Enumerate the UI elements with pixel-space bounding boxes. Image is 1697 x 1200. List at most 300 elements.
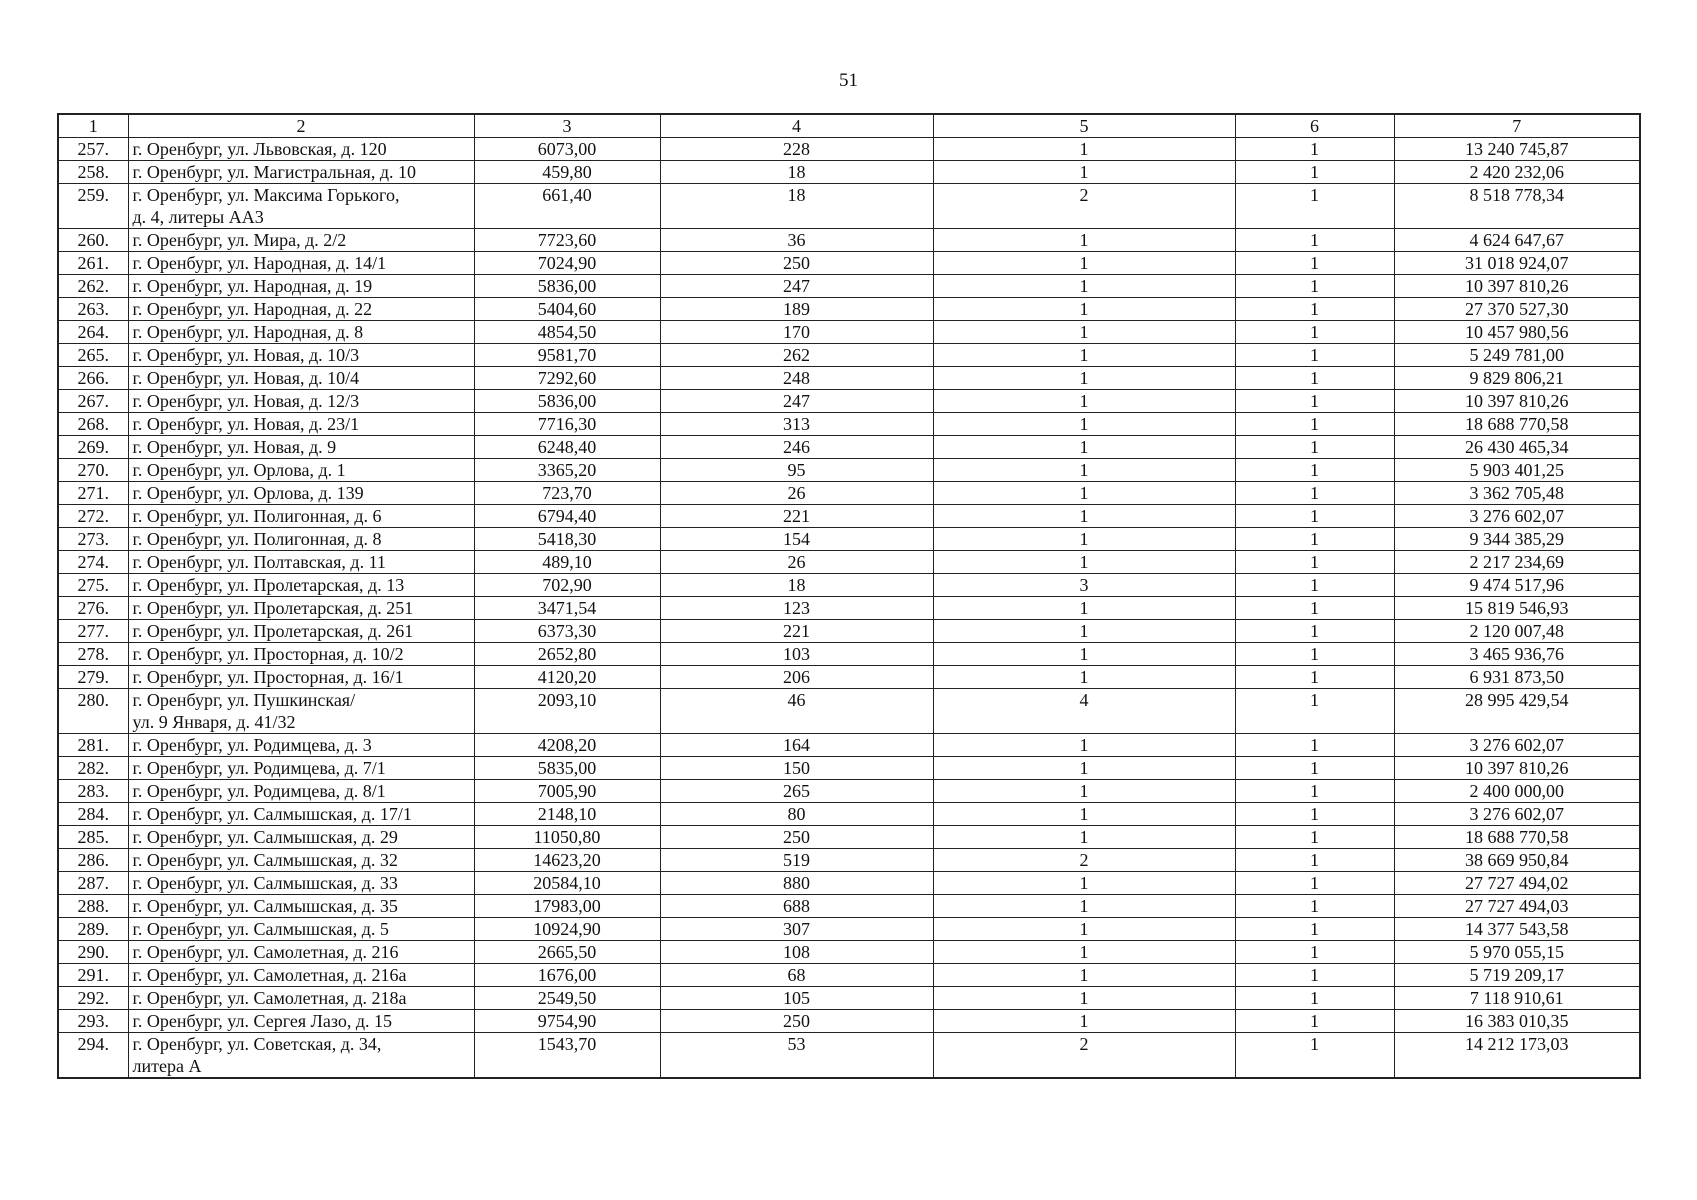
value-cell: 1: [1235, 941, 1394, 964]
value-cell: 2: [933, 849, 1235, 872]
value-cell: 459,80: [474, 161, 660, 184]
value-cell: 1: [1235, 390, 1394, 413]
value-cell: 10924,90: [474, 918, 660, 941]
row-number: 274.: [58, 551, 128, 574]
row-number: 272.: [58, 505, 128, 528]
value-cell: 1: [1235, 138, 1394, 161]
table-row: [58, 321, 1640, 344]
value-cell: 1: [1235, 872, 1394, 895]
value-cell: 5404,60: [474, 298, 660, 321]
value-cell: 1: [933, 344, 1235, 367]
value-cell: 9581,70: [474, 344, 660, 367]
table-row: [58, 436, 1640, 459]
value-cell: 1: [1235, 689, 1394, 734]
amount-cell: 5 249 781,00: [1394, 344, 1640, 367]
value-cell: 1: [1235, 918, 1394, 941]
value-cell: 189: [660, 298, 933, 321]
amount-cell: 38 669 950,84: [1394, 849, 1640, 872]
value-cell: 4: [933, 689, 1235, 734]
table-row: [58, 826, 1640, 849]
value-cell: 262: [660, 344, 933, 367]
row-number: 268.: [58, 413, 128, 436]
value-cell: 26: [660, 551, 933, 574]
value-cell: 1: [933, 298, 1235, 321]
table-row: [58, 895, 1640, 918]
value-cell: 1: [1235, 505, 1394, 528]
value-cell: 1: [1235, 803, 1394, 826]
table-header: [58, 114, 1640, 138]
amount-cell: 28 995 429,54: [1394, 689, 1640, 734]
table-row: [58, 757, 1640, 780]
table-row: [58, 161, 1640, 184]
value-cell: 1: [1235, 780, 1394, 803]
value-cell: 1: [933, 1010, 1235, 1033]
amount-cell: 2 420 232,06: [1394, 161, 1640, 184]
value-cell: 247: [660, 275, 933, 298]
column-header: 6: [1235, 114, 1394, 138]
value-cell: 1: [933, 780, 1235, 803]
value-cell: 221: [660, 620, 933, 643]
value-cell: 150: [660, 757, 933, 780]
row-number: 260.: [58, 229, 128, 252]
value-cell: 1: [933, 138, 1235, 161]
row-number: 286.: [58, 849, 128, 872]
value-cell: 688: [660, 895, 933, 918]
value-cell: 5835,00: [474, 757, 660, 780]
row-number: 277.: [58, 620, 128, 643]
value-cell: 1: [1235, 964, 1394, 987]
value-cell: 880: [660, 872, 933, 895]
row-number: 278.: [58, 643, 128, 666]
value-cell: 1: [933, 895, 1235, 918]
value-cell: 702,90: [474, 574, 660, 597]
value-cell: 17983,00: [474, 895, 660, 918]
value-cell: 247: [660, 390, 933, 413]
value-cell: 489,10: [474, 551, 660, 574]
table-row: [58, 872, 1640, 895]
value-cell: 246: [660, 436, 933, 459]
table-row: [58, 780, 1640, 803]
value-cell: 1: [933, 321, 1235, 344]
table-row: [58, 551, 1640, 574]
address-cell: г. Оренбург, ул. Пролетарская, д. 251: [128, 597, 474, 620]
row-number: 285.: [58, 826, 128, 849]
table-row: [58, 298, 1640, 321]
table-row: [58, 666, 1640, 689]
table-row: [58, 229, 1640, 252]
value-cell: 1: [933, 941, 1235, 964]
address-cell: г. Оренбург, ул. Львовская, д. 120: [128, 138, 474, 161]
address-cell: г. Оренбург, ул. Народная, д. 19: [128, 275, 474, 298]
value-cell: 1: [1235, 734, 1394, 757]
value-cell: 7292,60: [474, 367, 660, 390]
table-row: [58, 734, 1640, 757]
value-cell: 1: [1235, 321, 1394, 344]
column-header: 3: [474, 114, 660, 138]
address-cell: г. Оренбург, ул. Пролетарская, д. 13: [128, 574, 474, 597]
row-number: 283.: [58, 780, 128, 803]
amount-cell: 5 903 401,25: [1394, 459, 1640, 482]
amount-cell: 16 383 010,35: [1394, 1010, 1640, 1033]
value-cell: 123: [660, 597, 933, 620]
value-cell: 1: [1235, 551, 1394, 574]
address-cell: г. Оренбург, ул. Орлова, д. 1: [128, 459, 474, 482]
amount-cell: 10 397 810,26: [1394, 757, 1640, 780]
amount-cell: 13 240 745,87: [1394, 138, 1640, 161]
value-cell: 1: [1235, 643, 1394, 666]
value-cell: 6248,40: [474, 436, 660, 459]
amount-cell: 9 829 806,21: [1394, 367, 1640, 390]
row-number: 270.: [58, 459, 128, 482]
value-cell: 519: [660, 849, 933, 872]
address-cell: г. Оренбург, ул. Просторная, д. 16/1: [128, 666, 474, 689]
value-cell: 6794,40: [474, 505, 660, 528]
address-cell: г. Оренбург, ул. Народная, д. 14/1: [128, 252, 474, 275]
address-cell: г. Оренбург, ул. Мира, д. 2/2: [128, 229, 474, 252]
amount-cell: 7 118 910,61: [1394, 987, 1640, 1010]
value-cell: 7005,90: [474, 780, 660, 803]
value-cell: 1: [1235, 826, 1394, 849]
value-cell: 95: [660, 459, 933, 482]
address-cell: г. Оренбург, ул. Родимцева, д. 3: [128, 734, 474, 757]
value-cell: 2: [933, 184, 1235, 229]
value-cell: 1: [933, 872, 1235, 895]
row-number: 263.: [58, 298, 128, 321]
value-cell: 1: [933, 551, 1235, 574]
address-cell: г. Оренбург, ул. Салмышская, д. 35: [128, 895, 474, 918]
table-row: [58, 964, 1640, 987]
address-cell: г. Оренбург, ул. Народная, д. 8: [128, 321, 474, 344]
value-cell: 313: [660, 413, 933, 436]
amount-cell: 4 624 647,67: [1394, 229, 1640, 252]
value-cell: 1: [933, 620, 1235, 643]
amount-cell: 5 719 209,17: [1394, 964, 1640, 987]
value-cell: 108: [660, 941, 933, 964]
value-cell: 1: [933, 436, 1235, 459]
value-cell: 1: [1235, 275, 1394, 298]
address-cell: г. Оренбург, ул. Полтавская, д. 11: [128, 551, 474, 574]
table-row: [58, 574, 1640, 597]
row-number: 281.: [58, 734, 128, 757]
table-row: [58, 275, 1640, 298]
amount-cell: 3 276 602,07: [1394, 803, 1640, 826]
value-cell: 1: [1235, 895, 1394, 918]
value-cell: 1: [1235, 1010, 1394, 1033]
value-cell: 26: [660, 482, 933, 505]
value-cell: 1: [1235, 849, 1394, 872]
address-cell: г. Оренбург, ул. Самолетная, д. 218а: [128, 987, 474, 1010]
address-cell: г. Оренбург, ул. Новая, д. 23/1: [128, 413, 474, 436]
amount-cell: 10 457 980,56: [1394, 321, 1640, 344]
row-number: 290.: [58, 941, 128, 964]
value-cell: 4208,20: [474, 734, 660, 757]
amount-cell: 2 217 234,69: [1394, 551, 1640, 574]
row-number: 257.: [58, 138, 128, 161]
value-cell: 661,40: [474, 184, 660, 229]
address-cell: г. Оренбург, ул. Полигонная, д. 8: [128, 528, 474, 551]
column-header: 7: [1394, 114, 1640, 138]
row-number: 289.: [58, 918, 128, 941]
value-cell: 3: [933, 574, 1235, 597]
amount-cell: 10 397 810,26: [1394, 275, 1640, 298]
value-cell: 1: [933, 643, 1235, 666]
table-row: [58, 941, 1640, 964]
address-cell: г. Оренбург, ул. Новая, д. 10/4: [128, 367, 474, 390]
address-cell: г. Оренбург, ул. Советская, д. 34, литера А: [128, 1033, 474, 1079]
value-cell: 1: [1235, 184, 1394, 229]
amount-cell: 8 518 778,34: [1394, 184, 1640, 229]
table-row: [58, 482, 1640, 505]
amount-cell: 2 400 000,00: [1394, 780, 1640, 803]
amount-cell: 3 276 602,07: [1394, 734, 1640, 757]
value-cell: 18: [660, 161, 933, 184]
value-cell: 20584,10: [474, 872, 660, 895]
amount-cell: 31 018 924,07: [1394, 252, 1640, 275]
value-cell: 18: [660, 184, 933, 229]
value-cell: 2148,10: [474, 803, 660, 826]
value-cell: 5836,00: [474, 275, 660, 298]
value-cell: 14623,20: [474, 849, 660, 872]
value-cell: 5418,30: [474, 528, 660, 551]
value-cell: 1: [1235, 252, 1394, 275]
column-header: 4: [660, 114, 933, 138]
amount-cell: 3 276 602,07: [1394, 505, 1640, 528]
address-cell: г. Оренбург, ул. Пролетарская, д. 261: [128, 620, 474, 643]
value-cell: 36: [660, 229, 933, 252]
row-number: 273.: [58, 528, 128, 551]
value-cell: 1: [933, 413, 1235, 436]
table-row: [58, 597, 1640, 620]
value-cell: 1676,00: [474, 964, 660, 987]
value-cell: 1543,70: [474, 1033, 660, 1079]
amount-cell: 14 377 543,58: [1394, 918, 1640, 941]
row-number: 265.: [58, 344, 128, 367]
table-row: [58, 390, 1640, 413]
value-cell: 2093,10: [474, 689, 660, 734]
amount-cell: 27 727 494,02: [1394, 872, 1640, 895]
value-cell: 18: [660, 574, 933, 597]
value-cell: 1: [933, 528, 1235, 551]
address-cell: г. Оренбург, ул. Полигонная, д. 6: [128, 505, 474, 528]
amount-cell: 15 819 546,93: [1394, 597, 1640, 620]
value-cell: 1: [1235, 987, 1394, 1010]
table-body: [58, 138, 1640, 1079]
address-cell: г. Оренбург, ул. Родимцева, д. 7/1: [128, 757, 474, 780]
address-cell: г. Оренбург, ул. Максима Горького, д. 4, литеры АА3: [128, 184, 474, 229]
amount-cell: 27 370 527,30: [1394, 298, 1640, 321]
table-row: [58, 138, 1640, 161]
table-row: [58, 344, 1640, 367]
row-number: 294.: [58, 1033, 128, 1079]
row-number: 264.: [58, 321, 128, 344]
value-cell: 1: [933, 161, 1235, 184]
amount-cell: 5 970 055,15: [1394, 941, 1640, 964]
address-cell: г. Оренбург, ул. Салмышская, д. 5: [128, 918, 474, 941]
value-cell: 1: [933, 918, 1235, 941]
value-cell: 1: [933, 505, 1235, 528]
value-cell: 1: [1235, 229, 1394, 252]
table-row: [58, 505, 1640, 528]
value-cell: 248: [660, 367, 933, 390]
value-cell: 105: [660, 987, 933, 1010]
value-cell: 1: [933, 597, 1235, 620]
table-row: [58, 849, 1640, 872]
column-header: 5: [933, 114, 1235, 138]
value-cell: 307: [660, 918, 933, 941]
value-cell: 1: [1235, 666, 1394, 689]
value-cell: 1: [1235, 436, 1394, 459]
amount-cell: 3 362 705,48: [1394, 482, 1640, 505]
column-header: 2: [128, 114, 474, 138]
address-cell: г. Оренбург, ул. Народная, д. 22: [128, 298, 474, 321]
table-row: [58, 413, 1640, 436]
value-cell: 228: [660, 138, 933, 161]
amount-cell: 18 688 770,58: [1394, 413, 1640, 436]
row-number: 269.: [58, 436, 128, 459]
header-row: [58, 114, 1640, 138]
value-cell: 1: [1235, 574, 1394, 597]
value-cell: 170: [660, 321, 933, 344]
value-cell: 154: [660, 528, 933, 551]
value-cell: 164: [660, 734, 933, 757]
value-cell: 6373,30: [474, 620, 660, 643]
data-table: [57, 113, 1641, 1079]
row-number: 266.: [58, 367, 128, 390]
value-cell: 6073,00: [474, 138, 660, 161]
amount-cell: 26 430 465,34: [1394, 436, 1640, 459]
value-cell: 1: [933, 803, 1235, 826]
amount-cell: 10 397 810,26: [1394, 390, 1640, 413]
address-cell: г. Оренбург, ул. Самолетная, д. 216а: [128, 964, 474, 987]
value-cell: 7723,60: [474, 229, 660, 252]
table-row: [58, 1010, 1640, 1033]
table-row: [58, 620, 1640, 643]
table-row: [58, 689, 1640, 734]
value-cell: 1: [1235, 482, 1394, 505]
value-cell: 1: [933, 987, 1235, 1010]
row-number: 280.: [58, 689, 128, 734]
column-header: 1: [58, 114, 128, 138]
value-cell: 46: [660, 689, 933, 734]
table-row: [58, 987, 1640, 1010]
page-number: 51: [839, 70, 858, 91]
value-cell: 1: [1235, 1033, 1394, 1079]
table-row: [58, 1033, 1640, 1079]
value-cell: 1: [933, 757, 1235, 780]
row-number: 259.: [58, 184, 128, 229]
value-cell: 53: [660, 1033, 933, 1079]
table-row: [58, 184, 1640, 229]
row-number: 284.: [58, 803, 128, 826]
row-number: 267.: [58, 390, 128, 413]
table-row: [58, 367, 1640, 390]
value-cell: 1: [1235, 298, 1394, 321]
address-cell: г. Оренбург, ул. Сергея Лазо, д. 15: [128, 1010, 474, 1033]
value-cell: 250: [660, 1010, 933, 1033]
address-cell: г. Оренбург, ул. Новая, д. 9: [128, 436, 474, 459]
value-cell: 723,70: [474, 482, 660, 505]
value-cell: 250: [660, 826, 933, 849]
value-cell: 3471,54: [474, 597, 660, 620]
value-cell: 1: [933, 367, 1235, 390]
address-cell: г. Оренбург, ул. Пушкинская/ ул. 9 Января, д. 41/32: [128, 689, 474, 734]
value-cell: 7716,30: [474, 413, 660, 436]
value-cell: 5836,00: [474, 390, 660, 413]
row-number: 258.: [58, 161, 128, 184]
value-cell: 1: [933, 964, 1235, 987]
value-cell: 2: [933, 1033, 1235, 1079]
amount-cell: 6 931 873,50: [1394, 666, 1640, 689]
table-row: [58, 803, 1640, 826]
amount-cell: 3 465 936,76: [1394, 643, 1640, 666]
amount-cell: 18 688 770,58: [1394, 826, 1640, 849]
value-cell: 103: [660, 643, 933, 666]
address-cell: г. Оренбург, ул. Новая, д. 12/3: [128, 390, 474, 413]
table-row: [58, 643, 1640, 666]
value-cell: 1: [1235, 757, 1394, 780]
value-cell: 2549,50: [474, 987, 660, 1010]
value-cell: 4854,50: [474, 321, 660, 344]
value-cell: 265: [660, 780, 933, 803]
value-cell: 9754,90: [474, 1010, 660, 1033]
row-number: 275.: [58, 574, 128, 597]
value-cell: 1: [933, 734, 1235, 757]
address-cell: г. Оренбург, ул. Салмышская, д. 32: [128, 849, 474, 872]
table-row: [58, 252, 1640, 275]
value-cell: 68: [660, 964, 933, 987]
address-cell: г. Оренбург, ул. Салмышская, д. 17/1: [128, 803, 474, 826]
address-cell: г. Оренбург, ул. Орлова, д. 139: [128, 482, 474, 505]
value-cell: 1: [1235, 620, 1394, 643]
value-cell: 206: [660, 666, 933, 689]
value-cell: 1: [1235, 413, 1394, 436]
value-cell: 80: [660, 803, 933, 826]
value-cell: 1: [933, 252, 1235, 275]
value-cell: 250: [660, 252, 933, 275]
value-cell: 1: [1235, 459, 1394, 482]
value-cell: 1: [1235, 367, 1394, 390]
value-cell: 221: [660, 505, 933, 528]
amount-cell: 9 474 517,96: [1394, 574, 1640, 597]
address-cell: г. Оренбург, ул. Просторная, д. 10/2: [128, 643, 474, 666]
address-cell: г. Оренбург, ул. Родимцева, д. 8/1: [128, 780, 474, 803]
value-cell: 7024,90: [474, 252, 660, 275]
amount-cell: 27 727 494,03: [1394, 895, 1640, 918]
value-cell: 1: [933, 666, 1235, 689]
address-cell: г. Оренбург, ул. Магистральная, д. 10: [128, 161, 474, 184]
row-number: 282.: [58, 757, 128, 780]
value-cell: 2652,80: [474, 643, 660, 666]
value-cell: 1: [933, 459, 1235, 482]
value-cell: 1: [933, 275, 1235, 298]
row-number: 271.: [58, 482, 128, 505]
row-number: 262.: [58, 275, 128, 298]
table-row: [58, 459, 1640, 482]
address-cell: г. Оренбург, ул. Самолетная, д. 216: [128, 941, 474, 964]
value-cell: 1: [1235, 528, 1394, 551]
address-cell: г. Оренбург, ул. Новая, д. 10/3: [128, 344, 474, 367]
row-number: 287.: [58, 872, 128, 895]
row-number: 293.: [58, 1010, 128, 1033]
table-row: [58, 528, 1640, 551]
address-cell: г. Оренбург, ул. Салмышская, д. 29: [128, 826, 474, 849]
row-number: 291.: [58, 964, 128, 987]
value-cell: 4120,20: [474, 666, 660, 689]
value-cell: 1: [1235, 597, 1394, 620]
row-number: 276.: [58, 597, 128, 620]
value-cell: 1: [1235, 161, 1394, 184]
value-cell: 2665,50: [474, 941, 660, 964]
